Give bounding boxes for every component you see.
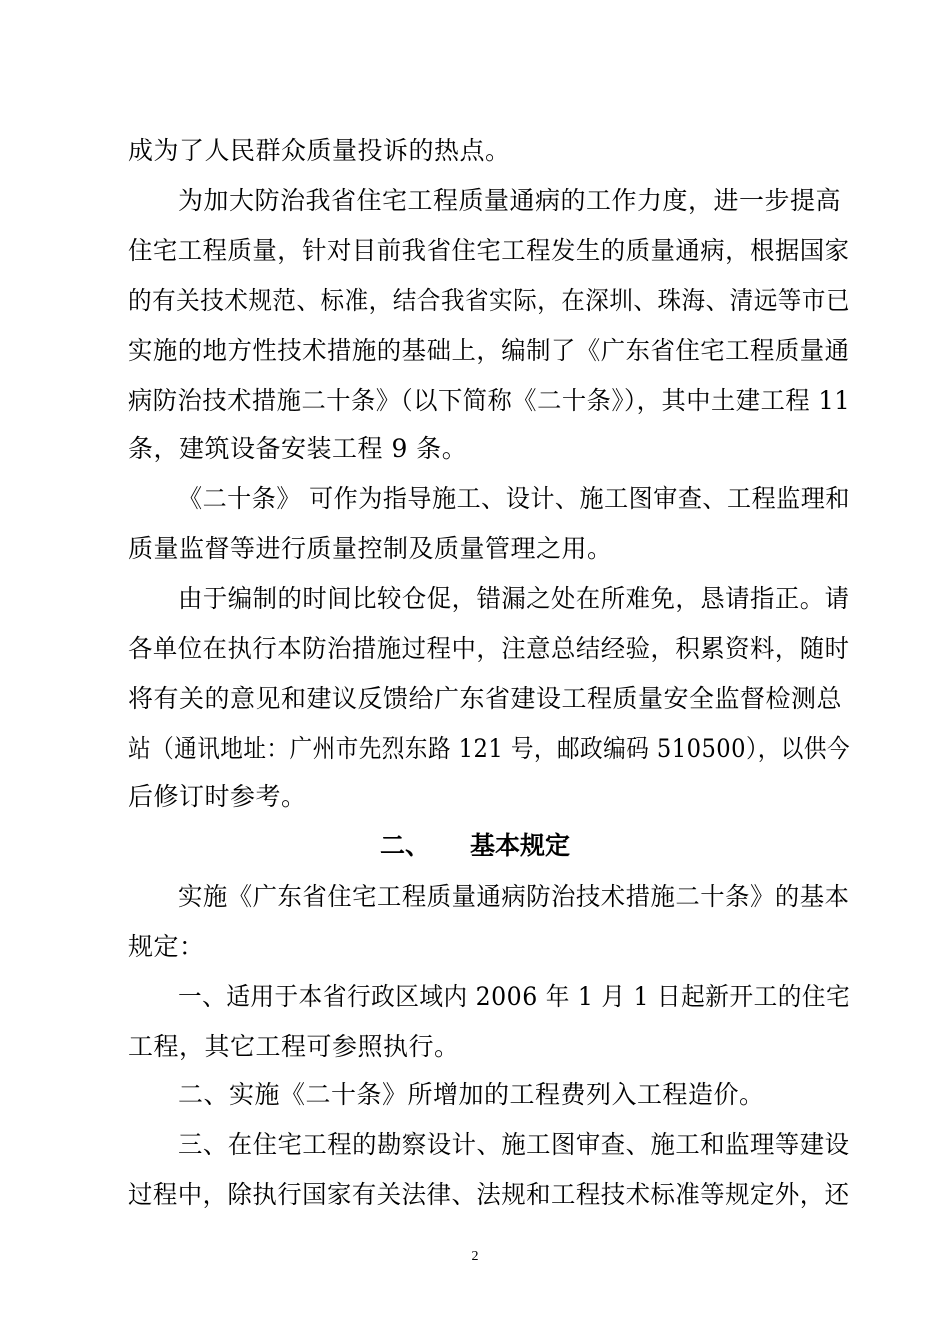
text-line: 各单位在执行本防治措施过程中，注意总结经验，积累资料，随时 [128, 634, 850, 663]
text-line: 规定： [128, 932, 205, 961]
text-line: 二、实施《二十条》所增加的工程费列入工程造价。 [178, 1080, 765, 1109]
text-line: 实施《广东省住宅工程质量通病防治技术措施二十条》的基本 [178, 882, 850, 911]
text-line: 实施的地方性技术措施的基础上，编制了《广东省住宅工程质量通 [128, 336, 850, 365]
text-line: 站（通讯地址：广州市先烈东路 121 号，邮政编码 510500），以供今 [128, 734, 851, 763]
text-line: 工程，其它工程可参照执行。 [128, 1032, 460, 1061]
text-line: 病防治技术措施二十条》（以下简称《二十条》），其中土建工程 11 [128, 386, 851, 415]
section-heading-number: 二、 [379, 831, 430, 860]
section-heading-title: 基本规定 [470, 831, 571, 860]
text-line: 将有关的意见和建议反馈给广东省建设工程质量安全监督检测总 [128, 684, 843, 713]
text-line: 一、适用于本省行政区域内 2006 年 1 月 1 日起新开工的住宅 [178, 982, 851, 1011]
text-line: 住宅工程质量，针对目前我省住宅工程发生的质量通病，根据国家 [128, 236, 850, 265]
text-line: 条，建筑设备安装工程 9 条。 [128, 434, 468, 463]
text-line: 《二十条》 可作为指导施工、设计、施工图审查、工程监理和 [178, 484, 850, 513]
text-line: 成为了人民群众质量投诉的热点。 [128, 136, 511, 165]
text-line: 质量监督等进行质量控制及质量管理之用。 [128, 534, 613, 563]
text-line: 三、在住宅工程的勘察设计、施工图审查、施工和监理等建设 [178, 1130, 850, 1159]
page-number: 2 [471, 1249, 479, 1264]
text-line: 为加大防治我省住宅工程质量通病的工作力度，进一步提高 [178, 186, 842, 215]
text-line: 由于编制的时间比较仓促，错漏之处在所难免，恳请指正。请 [178, 584, 850, 613]
text-line: 过程中，除执行国家有关法律、法规和工程技术标准等规定外，还 [128, 1180, 850, 1209]
text-line: 的有关技术规范、标准，结合我省实际，在深圳、珠海、清远等市已 [128, 286, 851, 315]
text-line: 后修订时参考。 [128, 782, 307, 811]
section-heading [0, 831, 950, 861]
